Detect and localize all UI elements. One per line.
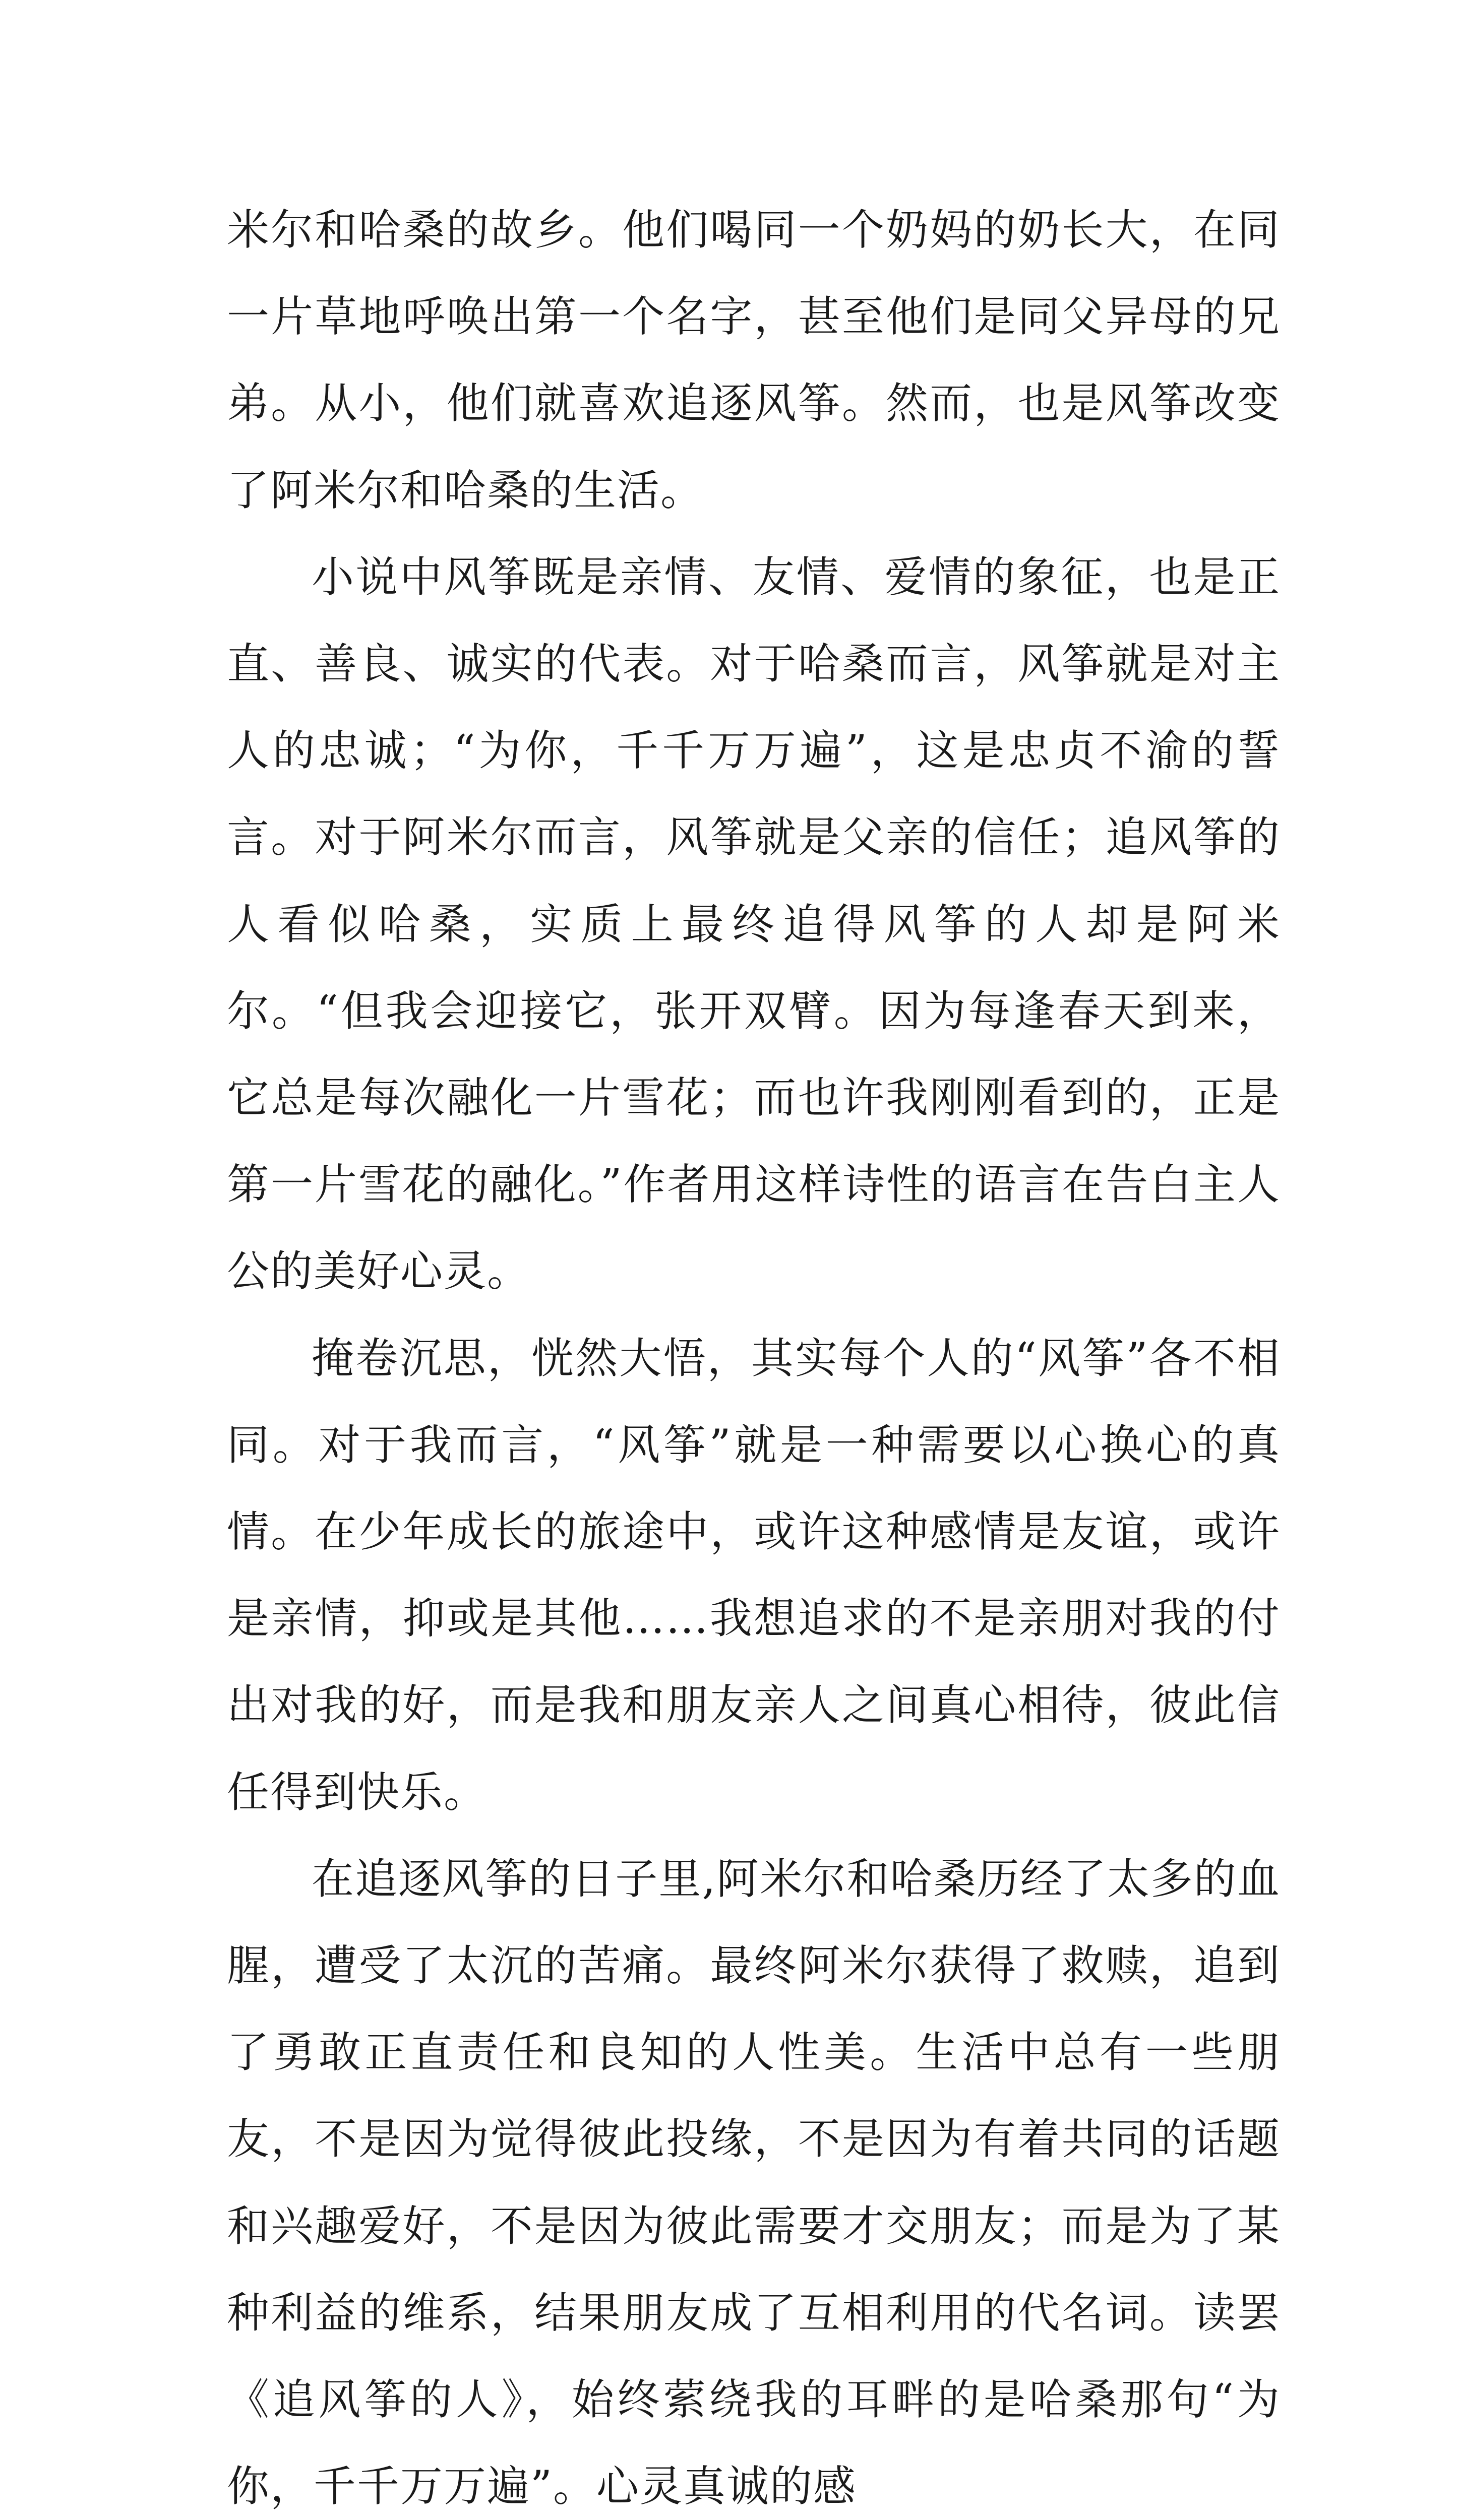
article-body <box>227 186 1281 2520</box>
paragraph-reflection: 掩卷沉思，恍然大悟，其实每个人的“风筝”各不相同。对于我而言，“风筝”就是一种需要以心换心的真情。在少年成长的旅途中，或许这种感情是友谊，或许是亲情，抑或是其他……我想追求的不是亲朋对我的付出对我的好，而是我和朋友亲人之间真心相待，彼此信任得到快乐。 <box>227 1333 1281 1817</box>
paragraph-kite-symbolism: 小说中风筝既是亲情、友情、爱情的象征，也是正直、善良、诚实的代表。对于哈桑而言，风筝就是对主人的忠诚；“为你，千千万万遍”，这是忠贞不渝的誓言。对于阿米尔而言，风筝就是父亲的信任；追风筝的人看似哈桑，实质上最终追得风筝的人却是阿米尔。“但我会迎接它，张开双臂。因为每逢春天到来，它总是每次融化一片雪花；而也许我刚刚看到的，正是第一片雪花的融化。”作者用这样诗性的语言在告白主人公的美好心灵。 <box>227 552 1281 1296</box>
paragraph-continued: 米尔和哈桑的故乡。他们喝同一个奶妈的奶长大，在同一片草地呼唤出第一个名字，甚至他们是同父异母的兄弟。从小，他们就喜欢追逐风筝。然而，也是风筝改变了阿米尔和哈桑的生活。 <box>227 205 1281 515</box>
paragraph-friendship: 在追逐风筝的日子里,阿米尔和哈桑历经了太多的血腥，遭受了太沉的苦痛。最终阿米尔获得了救赎，追到了勇敢正直责任和良知的人性美。生活中总有一些朋友，不是因为觉得彼此投缘，不是因为有着共同的话题和兴趣爱好，不是因为彼此需要才交朋友；而是为了某种利益的维系，结果朋友成了互相利用的代名词。读罢《追风筝的人》，始终萦绕我的耳畔的是哈桑那句“为你，千千万万遍”。心灵真诚的感 <box>227 1854 1281 2511</box>
